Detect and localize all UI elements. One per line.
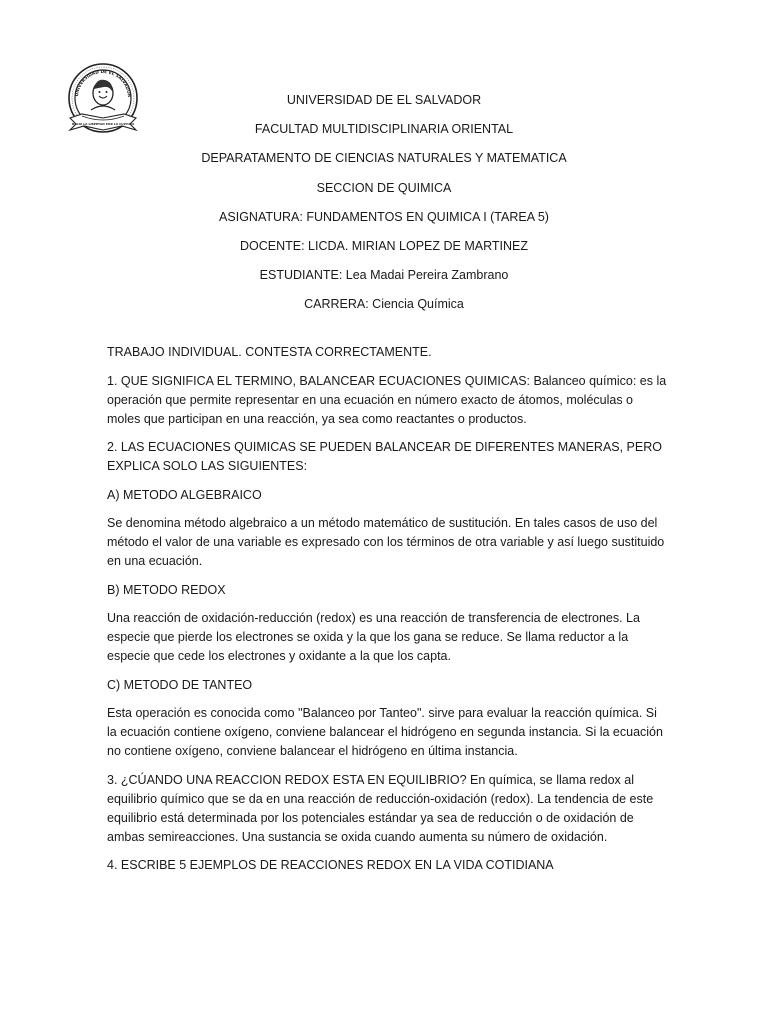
method-algebraic-paragraph: Se denomina método algebraico a un método matemático de sustitución. En tales casos de uso del método el valor de una variable es expresado con los términos de otra variable y así luego sustituido en una ecuación. <box>107 516 665 568</box>
method-redox-heading: B) METODO REDOX <box>107 582 226 597</box>
header-subject: ASIGNATURA: FUNDAMENTOS EN QUIMICA I (TAREA 5) <box>219 209 549 224</box>
header-department: DEPARATAMENTO DE CIENCIAS NATURALES Y MATEMATICA <box>201 151 567 166</box>
method-tanteo-heading: C) METODO DE TANTEO <box>107 677 253 692</box>
instructions-paragraph: TRABAJO INDIVIDUAL. CONTESTA CORRECTAMENTE. <box>107 345 432 359</box>
svg-text:HACIA LA LIBERTAD POR LA CULTU: HACIA LA LIBERTAD POR LA CULTURA <box>71 122 135 126</box>
question-4-paragraph: 4. ESCRIBE 5 EJEMPLOS DE REACCIONES REDOX EN LA VIDA COTIDIANA <box>107 858 554 872</box>
svg-text:UNIVERSIDAD DE EL SALVADOR: UNIVERSIDAD DE EL SALVADOR <box>75 69 132 98</box>
method-redox-paragraph: Una reacción de oxidación-reducción (redox) es una reacción de transferencia de electrones. La especie que pierde los electrones se oxida y la que los gana se reduce. Se llama reductor a la especie que cede los electrones y oxidante a la que los capta. <box>107 611 640 663</box>
method-tanteo-paragraph: Esta operación es conocida como "Balanceo por Tanteo". sirve para evaluar la reacción química. Si la ecuación contiene oxígeno, conviene balancear el hidrógeno en segunda instancia. Si la ecuación no contiene oxígeno, conviene balancear el hidrógeno en última instancia. <box>107 706 663 758</box>
question-2-paragraph: 2. LAS ECUACIONES QUIMICAS SE PUEDEN BALANCEAR DE DIFERENTES MANERAS, PERO EXPLICA SOLO LAS SIGUIENTES: <box>107 440 662 473</box>
header-section: SECCION DE QUIMICA <box>316 180 452 195</box>
document-header <box>0 92 768 326</box>
method-algebraic-heading: A) METODO ALGEBRAICO <box>107 487 262 502</box>
header-student: ESTUDIANTE: Lea Madai Pereira Zambrano <box>259 268 509 283</box>
header-faculty: FACULTAD MULTIDISCIPLINARIA ORIENTAL <box>254 122 514 137</box>
header-teacher: DOCENTE: LICDA. MIRIAN LOPEZ DE MARTINEZ <box>239 238 528 253</box>
header-university: UNIVERSIDAD DE EL SALVADOR <box>286 93 482 107</box>
header-career: CARRERA: Ciencia Química <box>304 297 464 312</box>
document-body <box>107 343 667 885</box>
question-1-paragraph: 1. QUE SIGNIFICA EL TERMINO, BALANCEAR ECUACIONES QUIMICAS: Balanceo químico: es la operación que permite representar en una ecuación en número exacto de átomos, moléculas o moles que participan en una reacción, ya sea como reactantes o productos. <box>107 373 667 426</box>
question-3-paragraph: 3. ¿CÚANDO UNA REACCION REDOX ESTA EN EQUILIBRIO? En química, se llama redox al equilibrio químico que se da en una reacción de reducción-oxidación (redox). La tendencia de este equilibrio está determinada por los potenciales estándar ya sea de reducción o de oxidación de ambas semireacciones. Una sustancia se oxida cuando aumenta su número de oxidación. <box>107 772 654 844</box>
